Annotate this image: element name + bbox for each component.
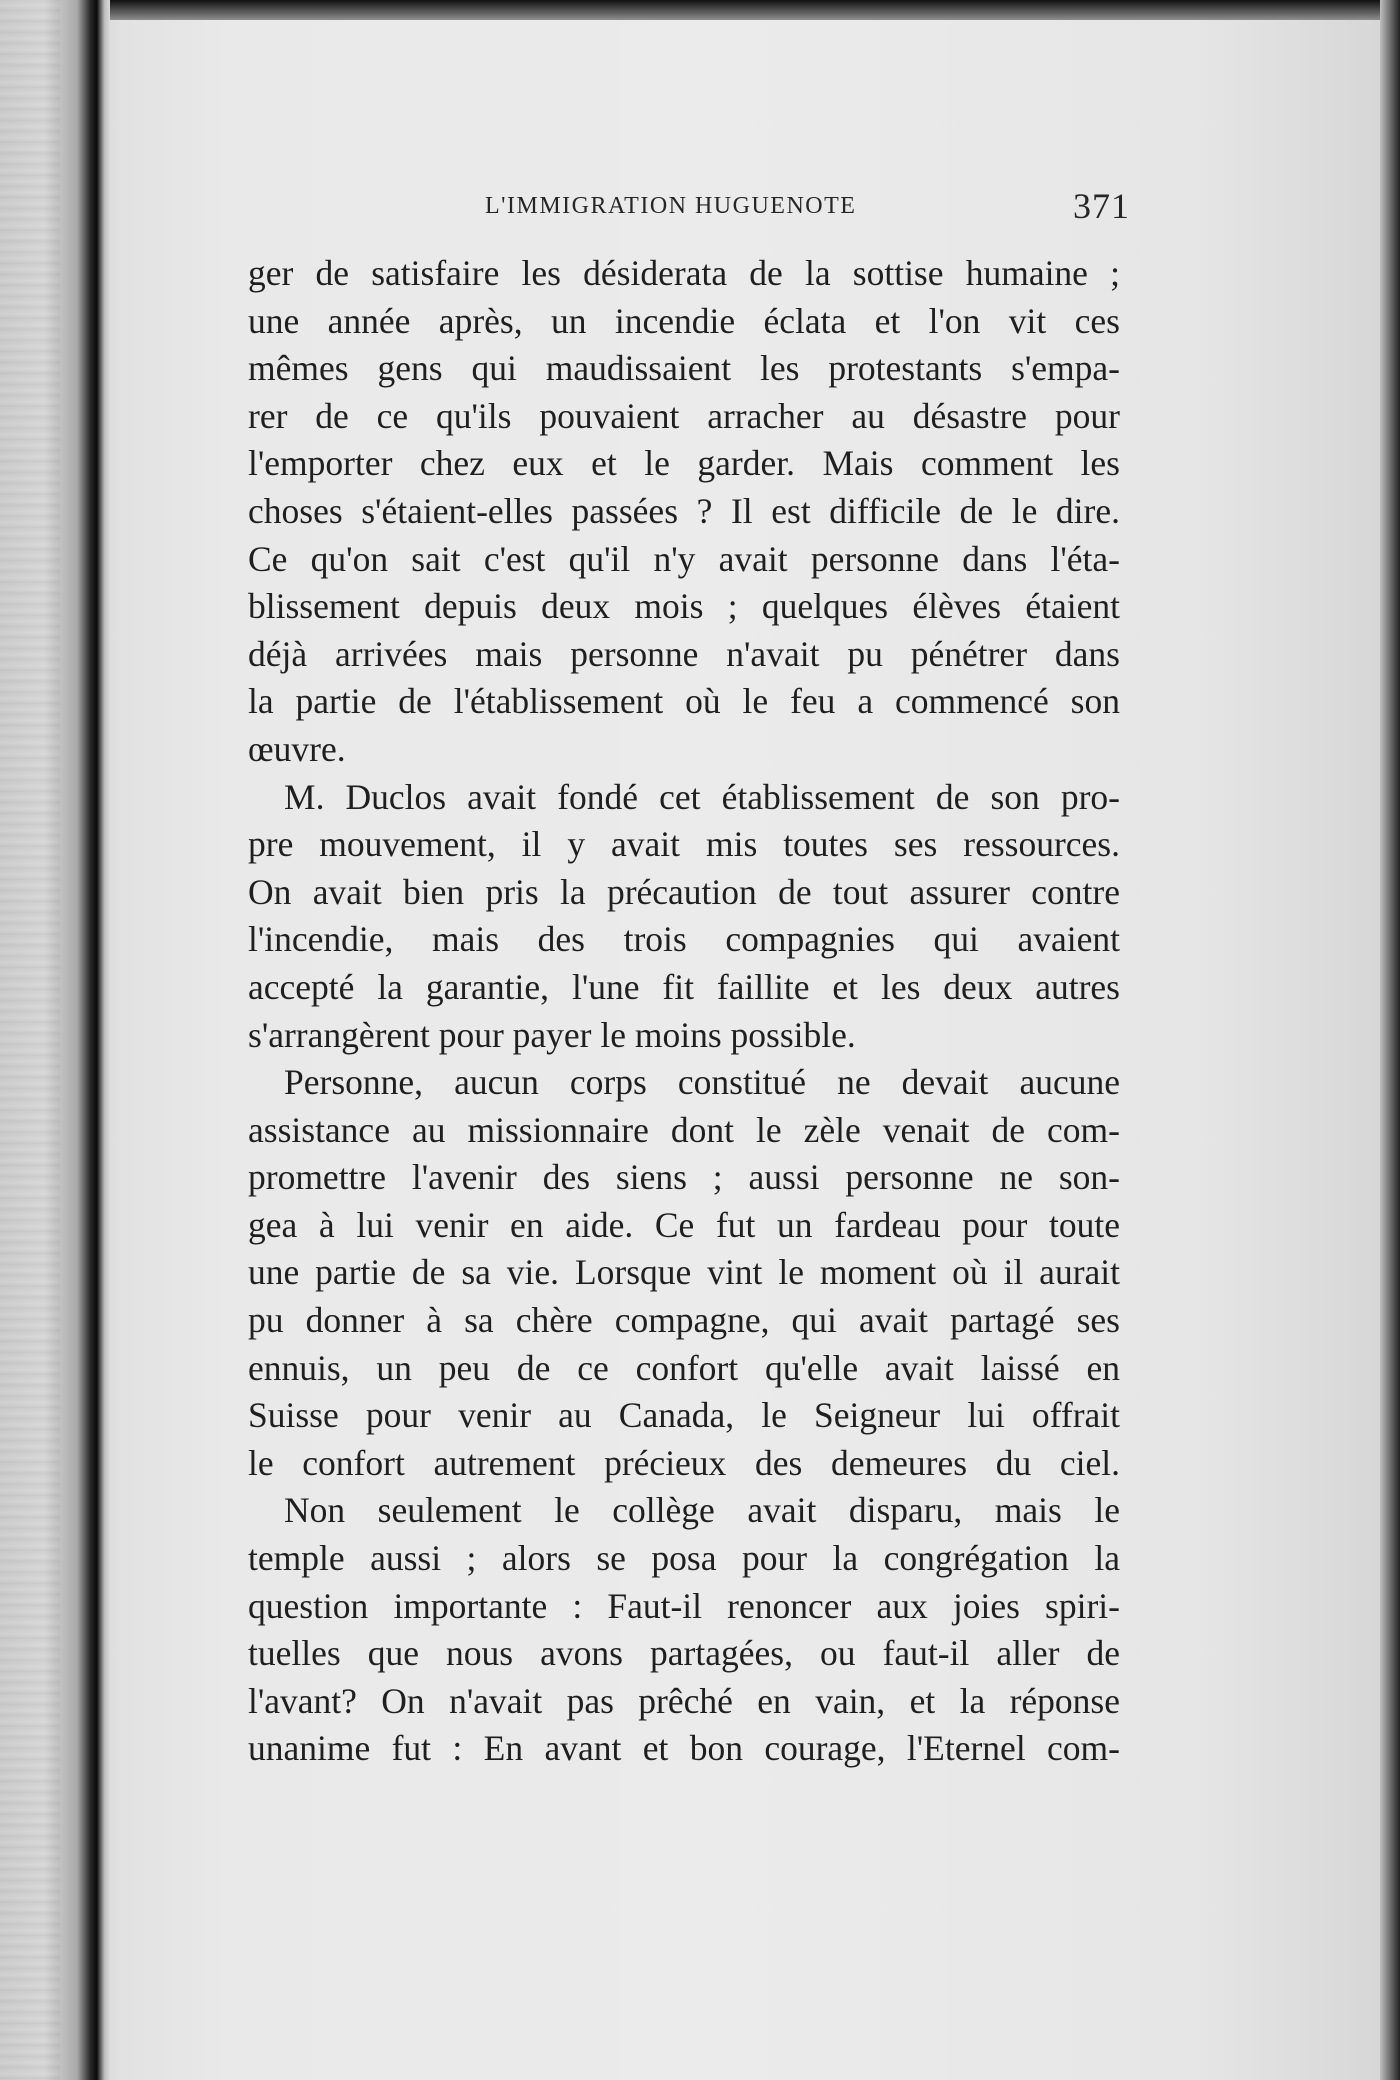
text-line: ennuis, un peu de ce confort qu'elle avait laissé en (248, 1347, 1120, 1388)
text-line: déjà arrivées mais personne n'avait pu pénétrer dans (248, 633, 1120, 674)
text-line: mêmes gens qui maudissaient les protestants s'empa- (248, 348, 1120, 389)
top-scan-edge (0, 0, 1400, 22)
text-line: la partie de l'établissement où le feu a commencé son (248, 681, 1120, 722)
text-line: ger de satisfaire les désiderata de la sottise humaine ; (248, 253, 1120, 293)
text-line: le confort autrement précieux des demeures du ciel. (248, 1442, 1120, 1483)
text-line: On avait bien pris la précaution de tout assurer contre (248, 871, 1120, 912)
running-title: L'IMMIGRATION HUGUENOTE (485, 193, 857, 219)
text-line: pu donner à sa chère compagne, qui avait partagé ses (248, 1300, 1120, 1341)
text-line: une année après, un incendie éclata et l'on vit ces (248, 300, 1120, 341)
text-line: l'emporter chez eux et le garder. Mais comment les (248, 443, 1120, 484)
text-line: accepté la garantie, l'une fit faillite et les deux autres (248, 966, 1120, 1007)
text-line: unanime fut : En avant et bon courage, l'Eternel com- (248, 1728, 1120, 1769)
text-line: Suisse pour venir au Canada, le Seigneur lui offrait (248, 1395, 1120, 1436)
text-line: promettre l'avenir des siens ; aussi personne ne son- (248, 1157, 1120, 1198)
text-line: œuvre. (248, 728, 346, 769)
gutter-texture (0, 0, 60, 2080)
text-line: gea à lui venir en aide. Ce fut un fardeau pour toute (248, 1204, 1120, 1245)
page-header (250, 185, 1130, 235)
text-line: Ce qu'on sait c'est qu'il n'y avait personne dans l'éta- (248, 538, 1120, 579)
text-line: rer de ce qu'ils pouvaient arracher au désastre pour (248, 395, 1120, 436)
page-number: 371 (1073, 186, 1130, 226)
text-line: Non seulement le collège avait disparu, mais le (284, 1490, 1120, 1531)
text-line: temple aussi ; alors se posa pour la congrégation la (248, 1538, 1120, 1579)
text-line: blissement depuis deux mois ; quelques élèves étaient (248, 586, 1120, 627)
text-line: choses s'étaient-elles passées ? Il est difficile de le dire. (248, 490, 1120, 531)
text-line: l'incendie, mais des trois compagnies qui avaient (248, 919, 1120, 960)
text-line: pre mouvement, il y avait mis toutes ses ressources. (248, 824, 1120, 865)
text-line: l'avant? On n'avait pas prêché en vain, et la réponse (248, 1680, 1120, 1721)
text-line: s'arrangèrent pour payer le moins possible. (248, 1014, 856, 1055)
text-line: une partie de sa vie. Lorsque vint le moment où il aurait (248, 1252, 1120, 1293)
text-line: assistance au missionnaire dont le zèle venait de com- (248, 1109, 1120, 1150)
right-scan-edge (1380, 0, 1400, 2080)
body-text (248, 250, 1120, 1773)
text-line: tuelles que nous avons partagées, ou faut-il aller de (248, 1633, 1120, 1674)
text-line: Personne, aucun corps constitué ne devait aucune (284, 1062, 1120, 1103)
text-line: question importante : Faut-il renoncer aux joies spiri- (248, 1585, 1120, 1626)
text-line: M. Duclos avait fondé cet établissement de son pro- (284, 776, 1120, 817)
